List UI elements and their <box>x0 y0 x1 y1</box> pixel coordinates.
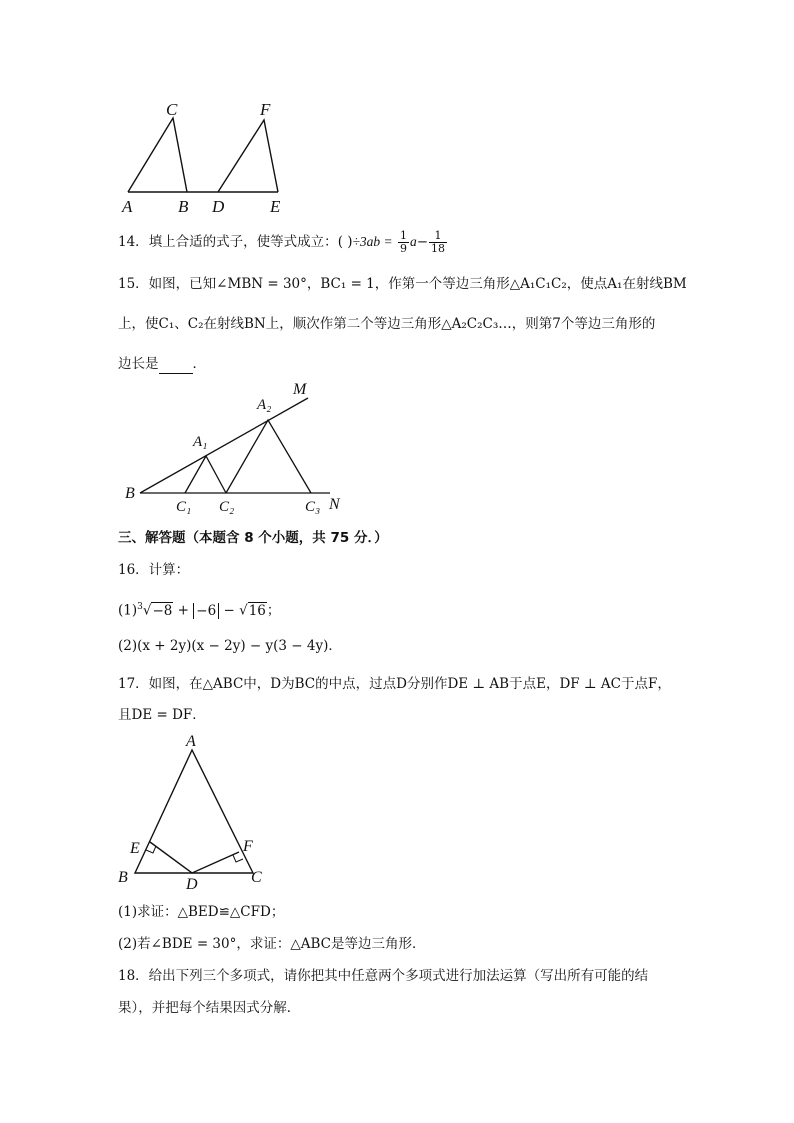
figure-rays-triangles <box>115 375 355 520</box>
label-B: B <box>118 869 128 886</box>
label-C3: C₃ <box>305 499 321 515</box>
q17-part2: (2)若∠BDE = 30°，求证：△ABC是等边三角形． <box>118 936 426 952</box>
figure-triangle-abc <box>112 730 277 895</box>
label-A: A <box>122 197 133 216</box>
label-F: F <box>260 100 271 119</box>
q16-part2: (2)(x + 2y)(x − 2y) − y(3 − 4y)． <box>118 638 342 654</box>
q16-part1: $(1)^3√-8 + -6 - √16$； <box>118 602 281 619</box>
q15-line1: 15．如图，已知∠MBN = 30°，BC₁ = 1，作第一个等边三角形△A₁C₁C₂，使点A₁在射线BM <box>118 276 687 292</box>
label-C1: C₁ <box>176 499 192 515</box>
q14-minus: − <box>416 234 429 250</box>
label-B: B <box>125 485 135 502</box>
label-C: C <box>251 869 262 886</box>
label-F: F <box>243 838 253 855</box>
question-14 <box>118 230 448 255</box>
q17-line2: 且DE = DF． <box>118 707 206 723</box>
label-A: A <box>186 733 196 750</box>
figure-two-triangles <box>110 95 310 220</box>
q17-line1: 17．如图，在△ABC中，D为BC的中点，过点D分别作DE ⊥ AB于点E，DF ⊥ AC于点F， <box>118 676 671 692</box>
label-N: N <box>329 496 340 513</box>
q14-text: 填上合适的式子，使等式成立： <box>148 234 338 250</box>
q15-line3: 边长是 ． <box>118 356 206 372</box>
label-E: E <box>270 197 281 216</box>
label-C2: C₂ <box>219 499 235 515</box>
q18-line2: 果），并把每个结果因式分解． <box>118 1000 301 1016</box>
label-B: B <box>178 197 189 216</box>
q16-title: 16．计算： <box>118 562 190 578</box>
q18-line1: 18．给出下列三个多项式，请你把其中任意两个多项式进行加法运算（写出所有可能的结 <box>118 968 649 984</box>
label-D: D <box>186 876 198 893</box>
label-D: D <box>212 197 225 216</box>
q17-part1: (1)求证：△BED≌△CFD； <box>118 904 285 920</box>
q14-paren: ( ) <box>337 234 353 250</box>
label-M: M <box>293 381 307 398</box>
section-3-title: 三、解答题（本题含 8 个小题，共 75 分．） <box>118 530 388 546</box>
q14-frac2: $\frac{1}{18}$ <box>431 229 446 255</box>
q14-number: 14． <box>118 234 149 250</box>
label-C: C <box>166 100 178 119</box>
label-E: E <box>130 840 140 857</box>
q14-frac1: $\frac{1}{9}$ <box>399 229 407 255</box>
label-A1: A₁ <box>193 434 208 450</box>
q14-var-a: a <box>409 234 417 249</box>
answer-blank <box>159 360 193 374</box>
label-A2: A₂ <box>257 397 272 413</box>
q14-expr: ÷3ab = <box>352 234 393 249</box>
q15-line2: 上，使C₁、C₂在射线BN上，顺次作第二个等边三角形△A₂C₂C₃…，则第7个等边三角形的 <box>118 316 656 332</box>
